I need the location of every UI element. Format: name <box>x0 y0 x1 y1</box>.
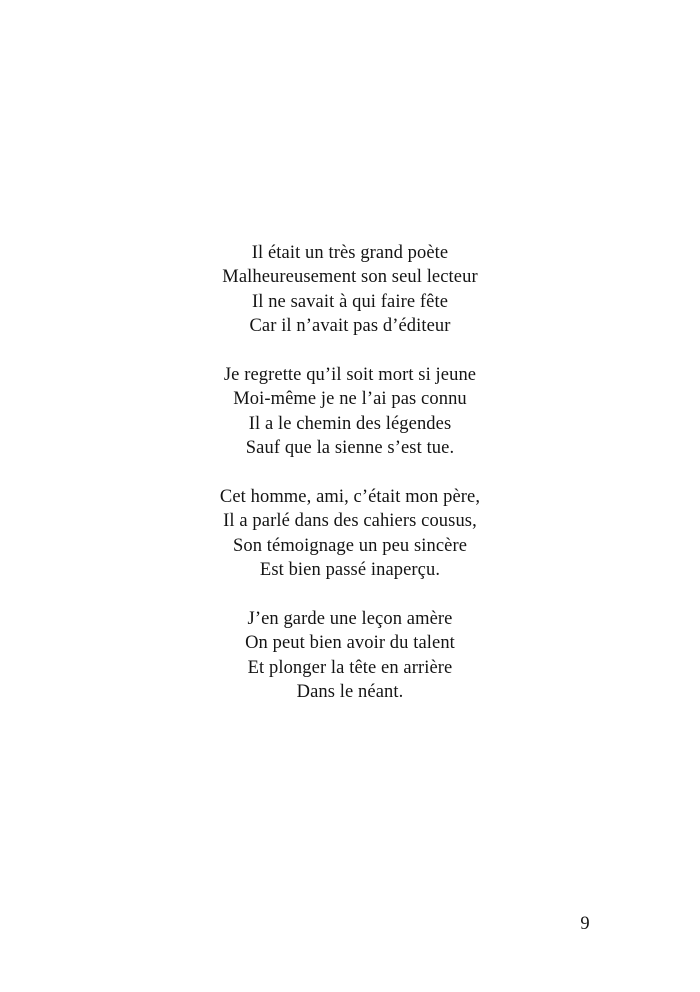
poem <box>0 241 700 705</box>
poem-line: Est bien passé inaperçu. <box>259 560 441 581</box>
stanza-4 <box>0 607 700 705</box>
poem-line: Malheureusement son seul lecteur <box>222 267 478 288</box>
poem-line: Et plonger la tête en arrière <box>247 657 453 678</box>
poem-line: On peut bien avoir du talent <box>245 633 455 654</box>
poem-line: Car il n’avait pas d’éditeur <box>249 316 451 337</box>
stanza-1 <box>0 241 700 339</box>
poem-line: Il était un très grand poète <box>251 243 449 263</box>
poem-line: Dans le néant. <box>296 682 404 703</box>
poem-line: Il ne savait à qui faire fête <box>251 291 449 312</box>
poem-line: Sauf que la sienne s’est tue. <box>245 438 455 459</box>
stanza-3 <box>0 485 700 583</box>
poem-line: Son témoignage un peu sincère <box>232 535 468 556</box>
poem-line: Cet homme, ami, c’était mon père, <box>219 487 481 508</box>
poem-line: J’en garde une leçon amère <box>247 609 453 630</box>
poem-line: Moi-même je ne l’ai pas connu <box>233 389 467 410</box>
stanza-2 <box>0 363 700 461</box>
poem-line: Je regrette qu’il soit mort si jeune <box>223 365 477 386</box>
poem-line: Il a parlé dans des cahiers cousus, <box>223 511 477 532</box>
page-number: 9 <box>580 914 590 934</box>
poem-line: Il a le chemin des légendes <box>248 413 452 434</box>
